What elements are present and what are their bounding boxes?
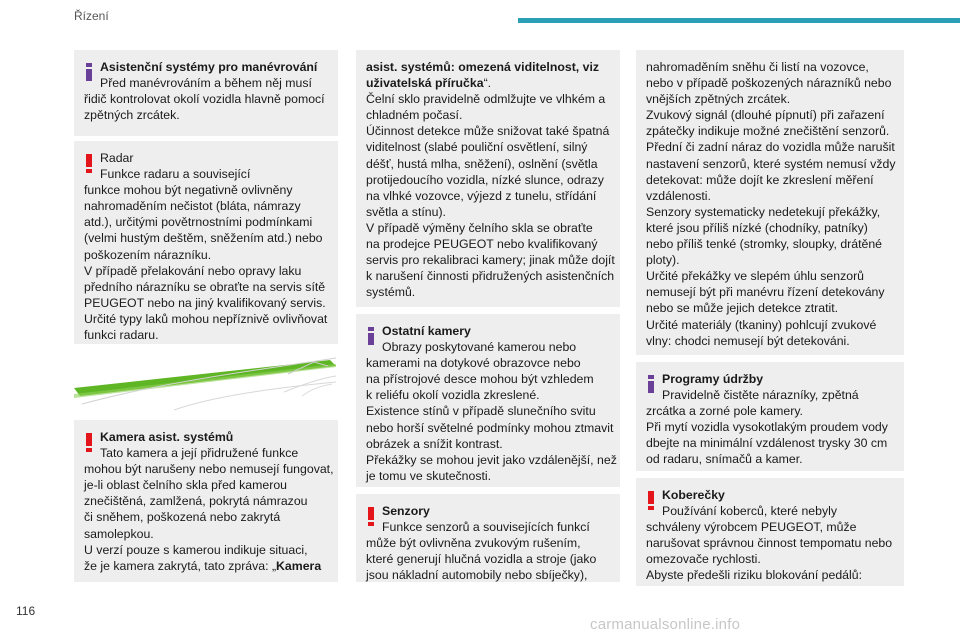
text-line — [366, 220, 610, 236]
text-segment: Překážky se mohou jevit jako vzdálenější, než — [366, 452, 617, 467]
page-number: 116 — [16, 604, 36, 618]
text-segment: viditelnost (slabé pouliční osvětlení, silný — [366, 140, 588, 155]
text-line — [646, 317, 894, 333]
text-line — [646, 91, 894, 107]
text-segment: funkci radaru. — [84, 328, 159, 343]
text-line — [646, 371, 894, 387]
text-line — [646, 139, 894, 155]
text-line — [84, 429, 328, 445]
text-segment: samolepkou. — [84, 526, 154, 541]
text-segment: může být ovlivněna zvukovým rušením, — [366, 536, 581, 551]
text-segment: znečištěná, zamlžená, pokrytá námrazou — [84, 494, 308, 509]
text-box-sensors-continued — [636, 50, 904, 355]
text-line — [646, 252, 894, 268]
header-accent-bar — [518, 18, 960, 23]
warning-box-floor-mats — [636, 478, 904, 586]
text-line — [646, 300, 894, 316]
text-line — [646, 156, 894, 172]
text-line — [366, 503, 610, 519]
text-line — [366, 355, 610, 371]
text-line — [646, 487, 894, 503]
text-segment: světla a stínu). — [366, 204, 446, 219]
text-segment: atd.), určitými povětrnostními podmínkami — [84, 215, 313, 230]
section-title: Řízení — [74, 9, 109, 23]
text-segment: které generují hlučná vozidla a stroje (jako — [366, 552, 597, 567]
text-segment: zpětných zrcátek. — [84, 108, 180, 123]
text-line — [366, 567, 610, 583]
text-line — [366, 156, 610, 172]
text-segment: Existence stínů v případě slunečního svitu — [366, 404, 596, 419]
windshield-illustration — [74, 352, 338, 412]
text-segment-bold: Kamera — [276, 558, 322, 573]
text-line — [646, 204, 894, 220]
text-segment: obrázek a snížit kontrast. — [366, 436, 503, 451]
text-line — [366, 91, 610, 107]
text-segment: či sněhem, poškozená nebo zakrytá — [84, 510, 281, 525]
text-line — [84, 461, 334, 477]
text-line — [646, 188, 894, 204]
text-line — [366, 519, 610, 535]
text-segment: chladném počasí. — [366, 108, 463, 123]
text-segment: zpátečky indikuje možné znečištění senzorů. — [646, 124, 890, 139]
text-segment: Programy údržby — [662, 372, 764, 386]
text-line — [366, 420, 614, 436]
text-line — [84, 198, 328, 214]
text-line — [646, 403, 894, 419]
info-box-other-cameras — [356, 314, 620, 487]
text-line — [646, 535, 894, 551]
text-segment: Používání koberců, které nebyly — [662, 504, 837, 519]
text-line — [646, 107, 894, 123]
warning-box-sensors — [356, 494, 620, 582]
text-line — [366, 236, 610, 252]
text-line — [84, 445, 328, 461]
text-line — [646, 451, 894, 467]
text-segment: funkce mohou být negativně ovlivněny — [84, 183, 293, 198]
text-segment: Určité materiály (tkaniny) pohlcují zvukové — [646, 317, 877, 332]
text-segment: předního nárazníku se obraťte na servis sítě — [84, 279, 326, 294]
text-line — [366, 339, 610, 355]
text-segment: Pravidelně čistěte nárazníky, zpětná — [662, 388, 859, 403]
text-segment: protijedoucího vozidla, nízké slunce, odrazy — [366, 172, 604, 187]
text-segment: na prodejce PEUGEOT nebo kvalifikovaný — [366, 237, 598, 252]
text-segment: na vlhké vozovce, výjezd z tunelu, střídání — [366, 188, 597, 203]
text-line — [646, 333, 894, 349]
text-line — [366, 371, 610, 387]
text-line — [84, 59, 328, 75]
text-segment: nebo se může jejich detekce ztratit. — [646, 301, 839, 316]
text-line — [646, 503, 894, 519]
text-line — [366, 268, 615, 284]
text-line — [366, 107, 610, 123]
text-line — [366, 139, 610, 155]
text-segment: (velmi hustým deštěm, sněžením atd.) nebo — [84, 231, 323, 246]
warning-icon — [368, 507, 374, 525]
text-line — [646, 220, 894, 236]
text-segment: Určité překážky ve slepém úhlu senzorů — [646, 269, 865, 284]
text-segment: Abyste předešli riziku blokování pedálů: — [646, 568, 863, 583]
warning-icon — [648, 491, 654, 509]
text-line — [84, 558, 328, 574]
text-line — [646, 268, 894, 284]
info-box-maneuvering — [74, 50, 338, 136]
text-line — [646, 551, 894, 567]
text-segment: nebo příliš tenké (stromky, sloupky, drátěné — [646, 237, 883, 252]
text-line — [366, 387, 610, 403]
text-line — [366, 172, 610, 188]
info-box-maintenance — [636, 362, 904, 471]
text-line — [366, 535, 610, 551]
text-segment: U verzí pouze s kamerou indikuje situaci, — [84, 542, 308, 557]
text-line — [84, 493, 328, 509]
text-line — [366, 252, 615, 268]
text-segment: Asistenční systémy pro manévrování — [100, 60, 318, 74]
text-segment: Ostatní kamery — [382, 324, 471, 338]
text-segment: Funkce senzorů a souvisejících funkcí — [382, 520, 590, 535]
text-line — [646, 519, 894, 535]
text-line — [646, 236, 894, 252]
text-segment: Účinnost detekce může snižovat také špatná — [366, 124, 610, 139]
text-segment: řidič kontrolovat okolí vozidla hlavně pomocí — [84, 92, 325, 107]
text-line — [366, 468, 610, 484]
text-line — [366, 204, 610, 220]
info-icon — [86, 63, 92, 81]
text-segment: schváleny výrobcem PEUGEOT, může — [646, 520, 857, 535]
text-segment: které jsou příliš nízké (chodníky, patníky) — [646, 220, 868, 235]
text-segment: Obrazy poskytované kamerou nebo — [382, 340, 577, 355]
text-line — [366, 188, 610, 204]
text-segment: nebo horší světelné podmínky mohou ztmavit — [366, 420, 614, 435]
text-segment: ploty). — [646, 253, 680, 268]
text-segment: Určité typy laků mohou nepříznivě ovlivňovat — [84, 311, 328, 326]
text-line — [84, 166, 328, 182]
text-segment: detekovat: může dojít ke zkreslení měření — [646, 172, 874, 187]
text-line — [646, 387, 894, 403]
text-line — [84, 75, 328, 91]
warning-icon — [86, 154, 92, 172]
text-segment: nemusejí být při manévru řízení detekovány — [646, 285, 885, 300]
text-segment: Zvukový signál (dlouhé pípnutí) při zařazení — [646, 108, 885, 123]
text-line — [366, 123, 610, 139]
text-line — [84, 279, 328, 295]
text-line — [84, 477, 328, 493]
text-segment: k reliéfu okolí vozidla zkreslené. — [366, 388, 540, 403]
text-segment: vzdálenosti. — [646, 188, 711, 203]
text-line — [84, 107, 328, 123]
text-segment: omezovače rychlosti. — [646, 552, 761, 567]
text-segment: nahromaděním nečistot (bláta, námrazy — [84, 199, 301, 214]
text-line — [366, 436, 610, 452]
text-line — [646, 435, 894, 451]
text-line — [366, 284, 610, 300]
text-segment: V případě výměny čelního skla se obraťte — [366, 220, 593, 235]
text-line — [84, 91, 328, 107]
text-segment: Senzory — [382, 504, 430, 518]
text-segment: Senzory systematicky nedetekují překážky, — [646, 204, 881, 219]
text-line — [646, 123, 894, 139]
info-icon — [368, 327, 374, 345]
text-line — [84, 214, 328, 230]
text-line — [646, 75, 894, 91]
text-line — [84, 295, 328, 311]
text-segment: servis pro rekalibraci kamery; jinak může dojít — [366, 253, 615, 268]
text-segment: Tato kamera a její přidružené funkce — [100, 446, 299, 461]
text-segment: poškozením nárazníku. — [84, 247, 212, 262]
text-line — [366, 452, 617, 468]
text-segment: na přístrojové desce mohou být vzhledem — [366, 372, 594, 387]
text-line — [366, 323, 610, 339]
info-icon — [648, 375, 654, 393]
warning-box-radar — [74, 141, 338, 344]
text-segment: Koberečky — [662, 488, 725, 502]
text-line — [84, 150, 328, 166]
text-segment: nastavení senzorů, které systém nemusí vždy — [646, 156, 896, 171]
text-line — [366, 403, 610, 419]
warning-box-camera — [74, 420, 338, 582]
text-segment: zrcátka a zorné pole kamery. — [646, 404, 803, 419]
text-segment: vlny: chodci nemusejí být detekováni. — [646, 333, 850, 348]
text-suffix: “. — [483, 76, 492, 91]
text-segment: uživatelská příručka — [366, 76, 484, 91]
text-box-camera-continued — [356, 50, 620, 307]
text-segment: Kamera asist. systémů — [100, 430, 234, 444]
text-segment: je-li oblast čelního skla před kamerou — [84, 478, 288, 493]
text-line — [84, 182, 328, 198]
text-line — [84, 247, 328, 263]
text-line — [84, 327, 328, 343]
text-line — [646, 284, 894, 300]
text-segment: nebo v případě poškozených nárazníků nebo — [646, 76, 892, 91]
text-line — [646, 172, 894, 188]
text-line — [646, 59, 894, 75]
text-line — [646, 419, 894, 435]
text-line — [84, 526, 328, 542]
text-line — [646, 567, 894, 583]
text-segment: je tomu ve skutečnosti. — [366, 468, 492, 483]
text-segment: nahromaděním sněhu či listí na vozovce, — [646, 60, 869, 74]
text-segment: Radar — [100, 151, 134, 165]
text-line — [84, 230, 328, 246]
text-segment: mohou být narušeny nebo nemusejí fungovat, — [84, 462, 334, 477]
text-segment: vnějších zpětných zrcátek. — [646, 92, 791, 107]
text-segment: systémů. — [366, 285, 416, 300]
text-line — [366, 551, 610, 567]
text-line — [84, 263, 328, 279]
text-segment: Funkce radaru a související — [100, 167, 251, 182]
text-segment: od radaru, snímačů a kamer. — [646, 452, 803, 467]
text-line — [84, 509, 328, 525]
text-segment: Přední či zadní náraz do vozidla může narušit — [646, 140, 895, 155]
text-line — [84, 311, 328, 327]
text-segment: asist. systémů: omezená viditelnost, viz — [366, 60, 600, 74]
text-segment: Před manévrováním a během něj musí — [100, 76, 312, 91]
text-segment: jsou nákladní automobily nebo sbíječky), — [366, 568, 588, 583]
watermark-text: carmanualsonline.info — [590, 616, 741, 633]
text-segment: že je kamera zakrytá, tato zpráva: „ — [84, 558, 277, 573]
text-line — [366, 59, 610, 75]
text-segment: Čelní sklo pravidelně odmlžujte ve vlhkém a — [366, 92, 606, 107]
text-segment: narušovat správnou činnost tempomatu nebo — [646, 536, 893, 551]
text-segment: PEUGEOT nebo na jiný kvalifikovaný servis. — [84, 295, 326, 310]
text-segment: dbejte na minimální vzdálenost trysky 30 cm — [646, 436, 888, 451]
text-segment: Při mytí vozidla vysokotlakým proudem vody — [646, 420, 888, 435]
warning-icon — [86, 433, 92, 451]
text-segment: V případě přelakování nebo opravy laku — [84, 263, 302, 278]
text-segment: kamerami na dotykové obrazovce nebo — [366, 356, 581, 371]
text-segment: déšť, hustá mlha, sněžení), oslnění (světla — [366, 156, 598, 171]
text-line — [84, 542, 328, 558]
text-segment: k narušení činnosti přidružených asistenčních — [366, 269, 615, 284]
text-line — [366, 75, 610, 91]
